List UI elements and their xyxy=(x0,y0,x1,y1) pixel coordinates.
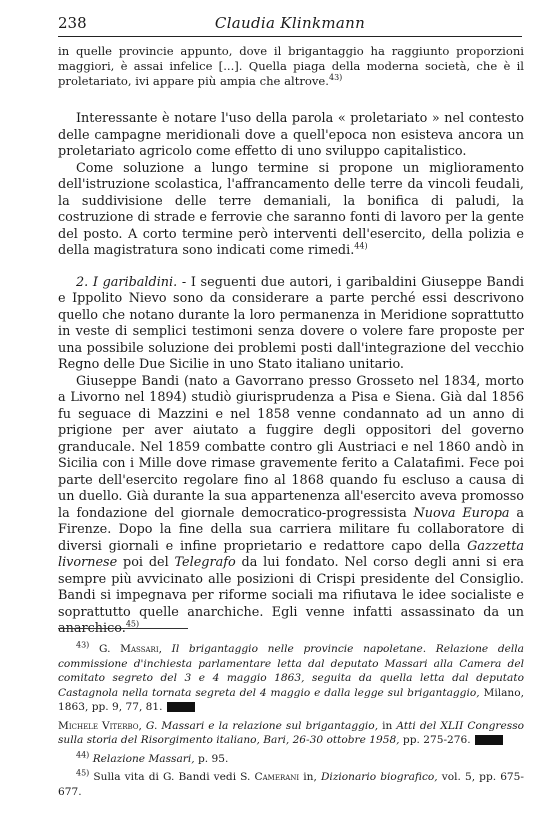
newspaper-telegrafo: Telegrafo xyxy=(174,555,236,570)
footnote-45-text-b: in, xyxy=(299,771,321,783)
paragraph-soluzione-text: Come soluzione a lungo termine si propone un miglioramento dell'istruzione scolastica, l'affrancamento delle terre da vincoli feudali, la suddivisione delle terre demaniali, la bonifica di paludi, la costruzione di strade e ferrovie che saranno fonti di lavoro per la gente del posto. A corto termine però interventi dell'esercito, della polizia e della magistratura sono indicati come rimedi. xyxy=(58,160,524,258)
newspaper-gazzetta-livornese: Gazzetta livornese xyxy=(58,538,524,570)
paragraph-garibaldini-text: - I seguenti due autori, i garibaldini Giuseppe Bandi e Ippolito Nievo sono da considerare a parte perché essi descrivono quello che notano durante la loro permanenza in Meridione soprattutto in veste di semplici testimoni senza dovere o volere fare proposte per una possibile soluzione dei problemi posti dall'integrazione del vecchio Regno delle Due Sicilie in uno Stato italiano unitario. xyxy=(58,274,524,372)
footnote-ref-44[interactable]: 44) xyxy=(354,241,368,251)
footnote-45-text-a: Sulla vita di G. Bandi vedi S. xyxy=(89,771,255,783)
footnote-43-tail: Milano, 1863, pp. 9, 77, 81. xyxy=(58,686,524,713)
footnote-43b-series: Atti del XLII Congresso sulla storia del Risorgimento italiano, Bari, 26-30 ottobre 1958, xyxy=(58,719,525,746)
footnote-43 xyxy=(58,642,524,715)
bandi-text-d: da lui fondato. Nel corso degli anni si era sempre più avvicinato alle posizioni di Crispi presidente del Consiglio. Bandi si impegnava per riforme sociali ma rifiutava le idee socialiste e soprattutto quelle anarchiche. Egli venne infatti assassinato da un anarchico. xyxy=(58,555,524,636)
bandi-text-b: a Firenze. Dopo la fine della sua carriera militare fu collaboratore di diversi giornali e infine proprietario e redattore capo della xyxy=(58,505,524,554)
footnote-43b-tail: pp. 275-276. xyxy=(399,734,471,746)
main-text xyxy=(58,44,524,638)
footnote-43b xyxy=(58,719,524,748)
bandi-text-c: poi del xyxy=(117,555,175,570)
page-number: 238 xyxy=(58,14,87,32)
quote-text: in quelle provincie appunto, dove il brigantaggio ha raggiunto proporzioni maggiori, è assai infelice [...]. Quella piaga della moderna società, che è il proletariato, ivi appare più ampia che altrove. xyxy=(58,44,524,88)
footnote-45 xyxy=(58,770,524,799)
page-header xyxy=(58,12,522,37)
footnote-45-tail: vol. 5, pp. 675-677. xyxy=(58,771,524,798)
footnote-ref-45[interactable]: 45) xyxy=(125,619,140,629)
footnote-mark-44: 44) xyxy=(76,749,90,759)
footnotes xyxy=(58,642,524,803)
footnote-44 xyxy=(58,749,524,767)
paragraph-proletariato: Interessante è notare l'uso della parola « proletariato » nel contesto delle campagne meridionali dove a quell'epoca non esisteva ancora un proletariato agricolo come effetto di uno sviluppo capitalistico. xyxy=(58,111,524,159)
footnote-45-author: Camerani xyxy=(254,771,300,783)
footnote-rule xyxy=(58,628,188,629)
redaction-mark xyxy=(167,702,195,712)
paragraph-soluzione xyxy=(58,161,524,260)
footnote-43b-author: Michele Viterbo, xyxy=(58,719,142,732)
footnote-mark-45: 45) xyxy=(76,768,90,778)
running-head: Claudia Klinkmann xyxy=(214,14,366,32)
newspaper-nuova-europa: Nuova Europa xyxy=(413,505,510,521)
footnote-ref-43[interactable]: 43) xyxy=(328,73,343,83)
footnote-43b-mid: in xyxy=(378,719,397,732)
footnote-43-title: Il brigantaggio nelle provincie napoletane. Relazione della commissione d'inchiesta parlamentare letta dal deputato Massari alla Camera del comitato segreto del 3 e 4 maggio 1863, seguita da quella letta dal deputato Castagnola nella tornata segreta del 4 maggio e dalla legge sul brigantaggio, xyxy=(58,643,525,699)
bandi-text-a: Giuseppe Bandi (nato a Gavorrano presso Grosseto nel 1834, morto a Livorno nel 1894) studiò giurisprudenza a Pisa e Siena. Già dal 1856 fu seguace di Mazzini e nel 1858 venne condannato ad un anno di prigione per aver aiutato a fuggire degli oppositori del governo granducale. Nel 1859 combatte contro gli Austriaci e nel 1860 andò in Sicilia con i Mille dove rimase gravemente ferito a Calatafimi. Fece poi parte dell'esercito regolare fino al 1868 quando fu escluso a causa di un duello. Già durante la sua appartenenza all'esercito aveva promosso la fondazione del giornale democratico-progressista xyxy=(58,373,524,521)
footnote-mark-43: 43) xyxy=(76,640,90,650)
block-quote xyxy=(58,44,524,89)
paragraph-garibaldini xyxy=(58,275,524,374)
footnote-44-title: Relazione Massari, xyxy=(92,752,195,765)
footnote-45-title: Dizionario biografico, xyxy=(320,771,438,783)
footnote-43-author: G. Massari, xyxy=(99,643,162,655)
redaction-mark xyxy=(475,735,503,745)
footnote-44-tail: p. 95. xyxy=(194,752,229,765)
section-title: 2. I garibaldini. xyxy=(76,274,178,290)
paragraph-bandi xyxy=(58,374,524,638)
footnote-43b-title: G. Massari e la relazione sul brigantaggio, xyxy=(141,719,379,732)
